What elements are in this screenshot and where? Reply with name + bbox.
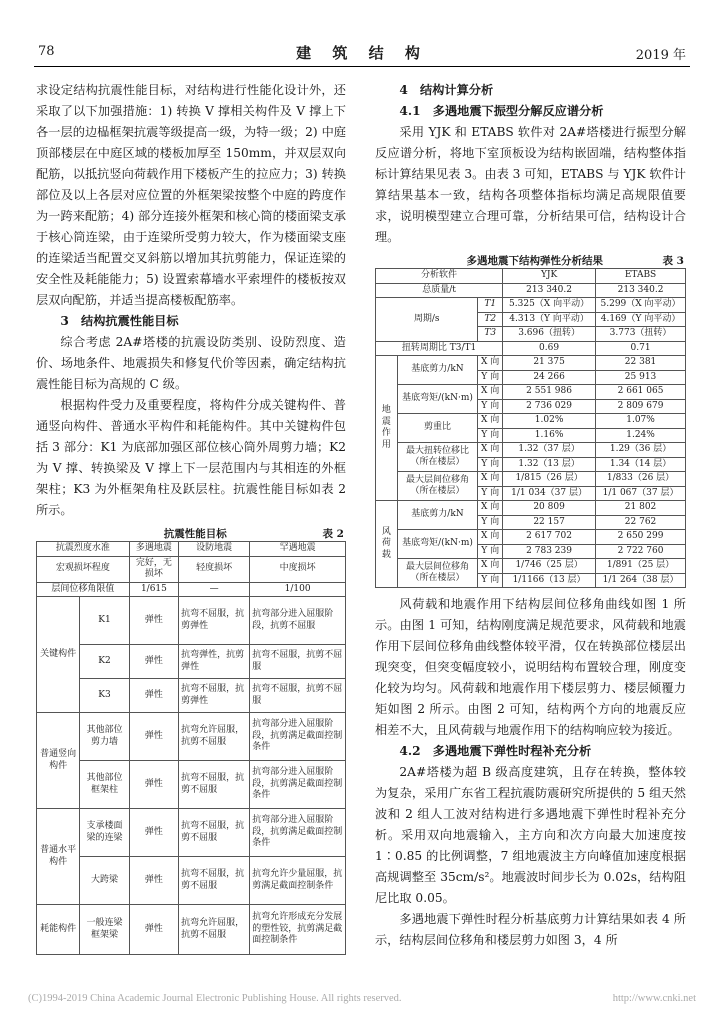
table-cell: 抗震烈度水准 (37, 542, 130, 557)
table-cell: 设防地震 (179, 542, 250, 557)
table-cell: 弹性 (129, 597, 178, 645)
table-row (37, 761, 346, 809)
table-cell: 3.696（扭转） (503, 327, 596, 342)
table-cell: 抗弯不屈服，抗剪弹性 (179, 597, 250, 645)
table-cell: 21 375 (503, 356, 596, 371)
group-cell: 普通竖向构件 (37, 713, 80, 809)
table-caption (36, 527, 346, 541)
table-cell: 支承楼面梁的连梁 (80, 809, 129, 857)
table-cell: 抗弯允许少量屈服，抗剪满足截面控制条件 (250, 857, 346, 905)
table-cell: 多遇地震 (129, 542, 178, 557)
table-cell: X 向 (478, 530, 503, 545)
table-cell: 最大层间位移角（所在楼层） (397, 472, 478, 501)
table-title: 抗震性能目标 (163, 528, 227, 540)
table-cell: 弹性 (129, 679, 178, 713)
table-cell: X 向 (478, 443, 503, 458)
table-cell: K2 (80, 645, 129, 679)
paragraph: 2A#塔楼为超 B 级高度建筑，且存在转换，整体较为复杂，采用广东省工程抗震防震研究所提供的 5 组天然波和 2 组人工波对结构进行多遇地震下弹性时程补充分析。采用双向地震输入，主方向和次方向最大加速度按 1∶0.85 的比例调整，7 组地震波主方向峰值加速度根据高规调整至 35cm/s²。地震波时间步长为 0.02s，结构阻尼比取 0.05。 (375, 765, 686, 905)
table-cell: 罕遇地震 (250, 542, 346, 557)
table-caption (375, 254, 686, 268)
table-cell: Y 向 (478, 515, 503, 530)
year: 2019 年 (635, 48, 686, 63)
table-cell: 抗弯允许形成充分发展的塑性铰，抗剪满足截面控制条件 (250, 905, 346, 955)
table-row (37, 679, 346, 713)
page-number: 78 (38, 44, 55, 59)
table-cell: 2 783 239 (503, 544, 596, 559)
table-cell: YJK (503, 269, 596, 284)
table-row (376, 283, 686, 298)
table-cell: 基底弯矩/(kN·m) (397, 385, 478, 414)
table-cell: 1/815（26 层） (503, 472, 596, 487)
table-cell: 21 802 (596, 501, 686, 516)
table-cell: 2 722 760 (596, 544, 686, 559)
table-cell: 抗弯部分进入屈服阶段，抗剪满足截面控制条件 (250, 809, 346, 857)
paragraph: 综合考虑 2A#塔楼的抗震设防类别、设防烈度、造价、场地条件、地震损失和修复代价等因素，确定结构抗震性能目标为高规的 C 级。 (36, 335, 346, 391)
table-cell: 大跨梁 (80, 857, 129, 905)
paragraph: 风荷载和地震作用下结构层间位移角曲线如图 1 所示。由图 1 可知，结构刚度满足规范要求，风荷载和地震作用下层间位移角曲线整体较平滑，仅在转换部位楼层出现突变，但突变幅度较小，说明结构布置较合理，刚度变化较为均匀。风荷载和地震作用下楼层剪力、楼层倾覆力矩如图 2 所示。由图 2 可知，结构两个方向的地震反应相差不大，且风荷载与地震作用下的结构响应较为接近。 (375, 597, 686, 737)
table-cell: 周期/s (376, 298, 478, 342)
table-cell: 扭转周期比 T3/T1 (376, 341, 503, 356)
table-cell: 1.02% (503, 414, 596, 429)
table-cell: 基底剪力/kN (397, 356, 478, 385)
table-cell: 弹性 (129, 857, 178, 905)
table-row (37, 645, 346, 679)
table-cell: 22 157 (503, 515, 596, 530)
performance-table (36, 541, 346, 955)
table-cell: X 向 (478, 501, 503, 516)
table-cell: 轻度损坏 (179, 556, 250, 582)
table-cell: 1/1 067（37 层） (596, 486, 686, 501)
table-row (37, 713, 346, 761)
table-cell: 5.299（X 向平动） (596, 298, 686, 313)
table-cell: 其他部位剪力墙 (80, 713, 129, 761)
elastic-analysis-table (375, 268, 686, 588)
table-row (37, 857, 346, 905)
group-cell: 地震作用 (376, 356, 398, 501)
subsection-heading: 4.2 多遇地震下弹性时程补充分析 (399, 744, 592, 758)
table-cell: 抗弯允许屈服，抗剪不屈服 (179, 905, 250, 955)
table-cell: 1.07% (596, 414, 686, 429)
table-row (376, 530, 686, 545)
table-cell: K3 (80, 679, 129, 713)
paragraph: 根据构件受力及重要程度，将构件分成关键构件、普通竖向构件、普通水平构件和耗能构件。其中关键构件包括 3 部分：K1 为底部加强区部位核心筒外周剪力墙；K2 为 V 撑、转换梁及 V 撑上下一层范围内与其相连的外框架柱；K3 为外框架角柱及跃层柱。抗震性能目标如表 2 所示。 (36, 398, 346, 517)
earthquake-rows (376, 356, 686, 501)
table-cell: Y 向 (478, 544, 503, 559)
table-cell: 1.24% (596, 428, 686, 443)
table-cell: 2 736 029 (503, 399, 596, 414)
table-header-row (376, 269, 686, 284)
table-cell: 层间位移角限值 (37, 582, 130, 597)
table-cell: Y 向 (478, 370, 503, 385)
header-rule (34, 66, 690, 67)
table-cell: 2 661 065 (596, 385, 686, 400)
table-cell: 1/1166（13 层） (503, 573, 596, 588)
table-cell: 1.34（14 层） (596, 457, 686, 472)
table-cell: 抗弯部分进入屈服阶段，抗剪满足截面控制条件 (250, 713, 346, 761)
copyright-footer (28, 993, 696, 1004)
table-cell: 抗弯弹性，抗剪弹性 (179, 645, 250, 679)
paragraph: 求设定结构抗震性能目标，对结构进行性能化设计外，还采取了以下加强措施：1) 转换 V 撑相关构件及 V 撑上下各一层的边榀框架抗震等级提高一级，为特一级；2) 中庭顶部楼层在中庭区域的楼板加厚至 150mm，并双层双向配筋，以抵抗竖向荷载作用下楼板产生的拉应力；3) 转换部位及以上各层对应位置的外框架梁按整个中庭的跨度作为一跨来配筋；4) 部分连接外框架和核心筒的楼面梁支承于核心筒连梁，由于连梁所受剪力较大，作为楼面梁支座的连梁适当配置交叉斜筋以增加其抗剪能力，保证连梁的安全性及耗能能力；5) 设置索幕墙水平索埋件的楼板按双层双向配筋，并适当提高楼板配筋率。 (36, 83, 346, 307)
cnki-link[interactable]: http://www.cnki.net (612, 993, 696, 1004)
table-cell: Y 向 (478, 573, 503, 588)
table-cell: 1.29（36 层） (596, 443, 686, 458)
table-cell: 5.325（X 向平动） (503, 298, 596, 313)
table-row (376, 341, 686, 356)
table-row (37, 556, 346, 582)
table-cell: Y 向 (478, 457, 503, 472)
table-cell: 4.313（Y 向平动） (503, 312, 596, 327)
table-cell: — (179, 582, 250, 597)
table-cell: 一般连梁框架梁 (80, 905, 129, 955)
table-row (376, 414, 686, 429)
table-cell: X 向 (478, 559, 503, 574)
table-cell: X 向 (478, 385, 503, 400)
table-row (376, 501, 686, 516)
table-cell: 抗弯不屈服，抗剪不屈服 (179, 857, 250, 905)
table-cell: 3.773（扭转） (596, 327, 686, 342)
table-cell: 1/891（25 层） (596, 559, 686, 574)
table-cell: 其他部位框架柱 (80, 761, 129, 809)
section-heading: 3 结构抗震性能目标 (60, 314, 179, 328)
table-cell: X 向 (478, 414, 503, 429)
table-cell: 抗弯部分进入屈服阶段，抗剪不屈服 (250, 597, 346, 645)
table-cell: 宏观损坏程度 (37, 556, 130, 582)
group-cell: 风荷载 (376, 501, 398, 588)
table-cell: 2 809 679 (596, 399, 686, 414)
table-cell: 弹性 (129, 645, 178, 679)
table-header-row (37, 542, 346, 557)
table-cell: 抗弯不屈服，抗剪不屈服 (179, 761, 250, 809)
table-cell: 弹性 (129, 713, 178, 761)
table-cell: K1 (80, 597, 129, 645)
table-row (376, 298, 686, 313)
table-cell: T1 (478, 298, 503, 313)
table-cell: 0.71 (596, 341, 686, 356)
table-row (37, 905, 346, 955)
paragraph: 多遇地震下弹性时程分析基底剪力计算结果如表 4 所示，结构层间位移角和楼层剪力如图 3，4 所 (375, 912, 686, 947)
right-column (375, 80, 686, 951)
table-cell: 总质量/t (376, 283, 503, 298)
table-cell: Y 向 (478, 486, 503, 501)
group-cell: 普通水平构件 (37, 809, 80, 905)
table-cell: ETABS (596, 269, 686, 284)
table-cell: X 向 (478, 356, 503, 371)
copyright-text: (C)1994-2019 China Academic Journal Electronic Publishing House. All rights reserved. (28, 993, 402, 1004)
table-cell: 1/615 (129, 582, 178, 597)
table-cell: 基底弯矩/(kN·m) (397, 530, 478, 559)
table-row (37, 582, 346, 597)
table-row (376, 443, 686, 458)
table-cell: 最大扭转位移比（所在楼层） (397, 443, 478, 472)
table-cell: 分析软件 (376, 269, 503, 284)
table-cell: 基底剪力/kN (397, 501, 478, 530)
table-cell: X 向 (478, 472, 503, 487)
section-heading: 4 结构计算分析 (399, 83, 494, 97)
table-cell: 完好，无损坏 (129, 556, 178, 582)
table-cell: 抗弯不屈服，抗剪不屈服 (250, 679, 346, 713)
table-cell: T3 (478, 327, 503, 342)
table-cell: 中度损坏 (250, 556, 346, 582)
table-cell: 1/833（26 层） (596, 472, 686, 487)
table-row (376, 356, 686, 371)
table-label: 表 2 (322, 528, 344, 540)
group-cell: 耗能构件 (37, 905, 80, 955)
table-cell: 24 266 (503, 370, 596, 385)
table-row (376, 472, 686, 487)
table-cell: 2 650 299 (596, 530, 686, 545)
table-cell: 4.169（Y 向平动） (596, 312, 686, 327)
table-cell: 抗弯不屈服，抗剪不屈服 (179, 809, 250, 857)
table-cell: 213 340.2 (596, 283, 686, 298)
table-cell: 抗弯不屈服，抗剪弹性 (179, 679, 250, 713)
table-cell: 20 809 (503, 501, 596, 516)
table-cell: 213 340.2 (503, 283, 596, 298)
table-cell: 1/1 034（37 层） (503, 486, 596, 501)
table-cell: 弹性 (129, 905, 178, 955)
table-row (376, 559, 686, 574)
table-cell: Y 向 (478, 428, 503, 443)
group-cell: 关键构件 (37, 597, 80, 713)
subsection-heading: 4.1 多遇地震下振型分解反应谱分析 (399, 104, 604, 118)
table-cell: 1.32（13 层） (503, 457, 596, 472)
table-cell: 0.69 (503, 341, 596, 356)
table-row (376, 385, 686, 400)
table-cell: 1/1 264（38 层） (596, 573, 686, 588)
table-cell: 1/100 (250, 582, 346, 597)
table-cell: 最大层间位移角（所在楼层） (397, 559, 478, 588)
table-cell: 弹性 (129, 761, 178, 809)
table-title: 多遇地震下结构弹性分析结果 (466, 255, 604, 267)
table-cell: 剪重比 (397, 414, 478, 443)
table-row (37, 597, 346, 645)
table-cell: 抗弯允许屈服，抗剪不屈服 (179, 713, 250, 761)
table-cell: 1.32（37 层） (503, 443, 596, 458)
left-column (36, 80, 346, 955)
table-label: 表 3 (662, 255, 684, 267)
paragraph: 采用 YJK 和 ETABS 软件对 2A#塔楼进行振型分解反应谱分析，将地下室顶板设为结构嵌固端，结构整体指标计算结果见表 3。由表 3 可知，ETABS 与 YJK 软件计算结果基本一致，结构各项整体指标均满足高规限值要求，说明模型建立合理可靠，分析结果可信，结构设计合理。 (375, 125, 686, 244)
table-cell: T2 (478, 312, 503, 327)
table-row (37, 809, 346, 857)
table-cell: 22 381 (596, 356, 686, 371)
table-cell: 1/746（25 层） (503, 559, 596, 574)
table-cell: 抗弯不屈服，抗剪不屈服 (250, 645, 346, 679)
table-cell: 弹性 (129, 809, 178, 857)
journal-title: 建 筑 结 构 (296, 44, 428, 62)
table-cell: 25 913 (596, 370, 686, 385)
table-cell: 2 617 702 (503, 530, 596, 545)
table-cell: 抗弯部分进入屈服阶段，抗剪满足截面控制条件 (250, 761, 346, 809)
table-cell: 2 551 986 (503, 385, 596, 400)
table-cell: Y 向 (478, 399, 503, 414)
table-cell: 1.16% (503, 428, 596, 443)
table-cell: 22 762 (596, 515, 686, 530)
wind-rows (376, 501, 686, 588)
